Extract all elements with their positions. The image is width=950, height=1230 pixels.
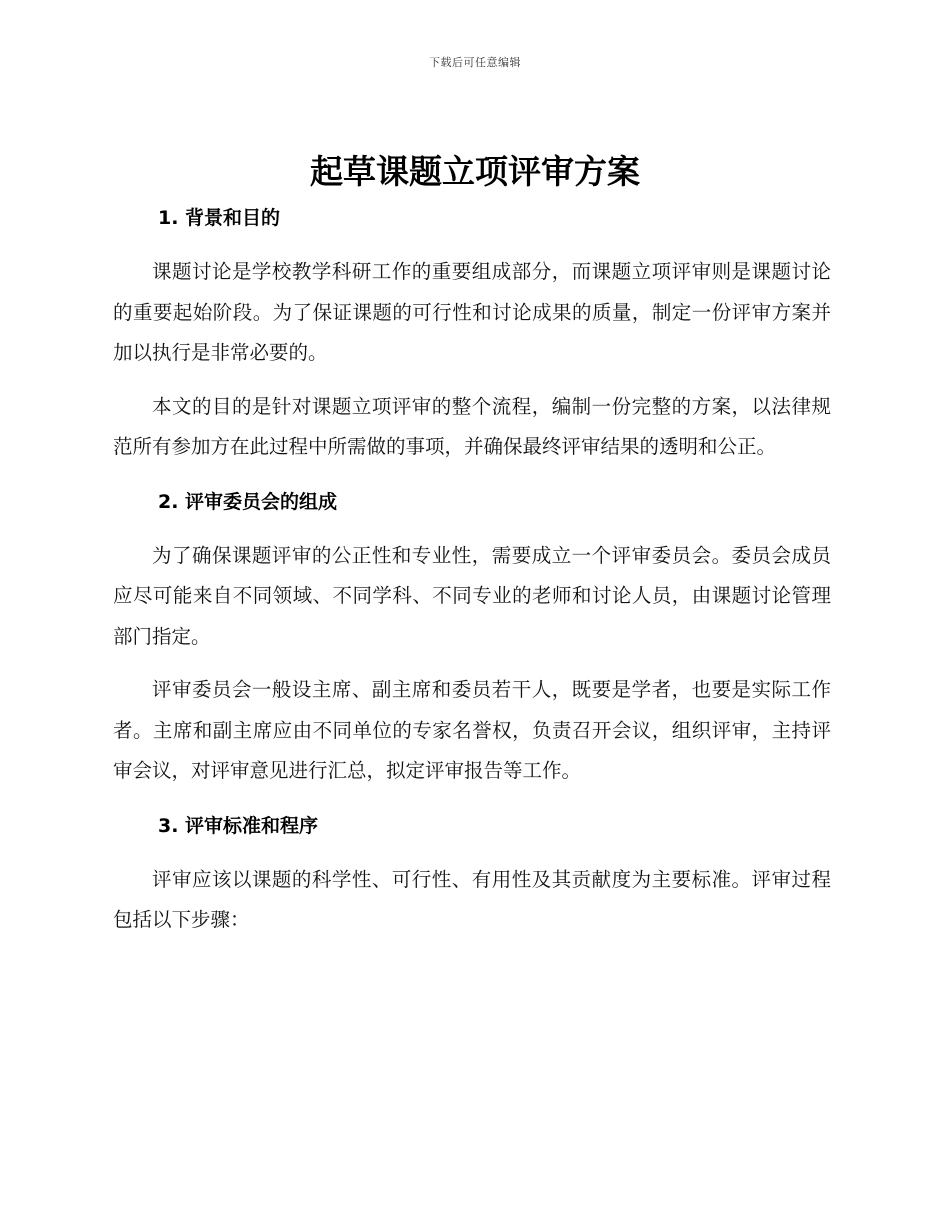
page-header: 下载后可任意编辑 xyxy=(429,56,521,69)
document-body xyxy=(113,198,831,941)
paragraph: 课题讨论是学校教学科研工作的重要组成部分，而课题立项评审则是课题讨论的重要起始阶段。为了保证课题的可行性和讨论成果的质量，制定一份评审方案并加以执行是非常必要的。 xyxy=(113,260,831,364)
document-title: 起草课题立项评审方案 xyxy=(310,152,640,191)
section-heading-background: 1. 背景和目的 xyxy=(158,207,281,229)
paragraph: 为了确保课题评审的公正性和专业性，需要成立一个评审委员会。委员会成员应尽可能来自不同领域、不同学科、不同专业的老师和讨论人员，由课题讨论管理部门指定。 xyxy=(113,543,831,648)
paragraph: 本文的目的是针对课题立项评审的整个流程，编制一份完整的方案，以法律规范所有参加方在此过程中所需做的事项，并确保最终评审结果的透明和公正。 xyxy=(113,394,831,458)
paragraph: 评审委员会一般设主席、副主席和委员若干人，既要是学者，也要是实际工作者。主席和副主席应由不同单位的专家名誉权，负责召开会议，组织评审，主持评审会议，对评审意见进行汇总，拟定评审报告等工作。 xyxy=(113,678,831,782)
section-heading-committee: 2. 评审委员会的组成 xyxy=(158,490,338,513)
paragraph: 评审应该以课题的科学性、可行性、有用性及其贡献度为主要标准。评审过程包括以下步骤： xyxy=(113,867,831,931)
section-heading-standards: 3. 评审标准和程序 xyxy=(158,814,319,837)
